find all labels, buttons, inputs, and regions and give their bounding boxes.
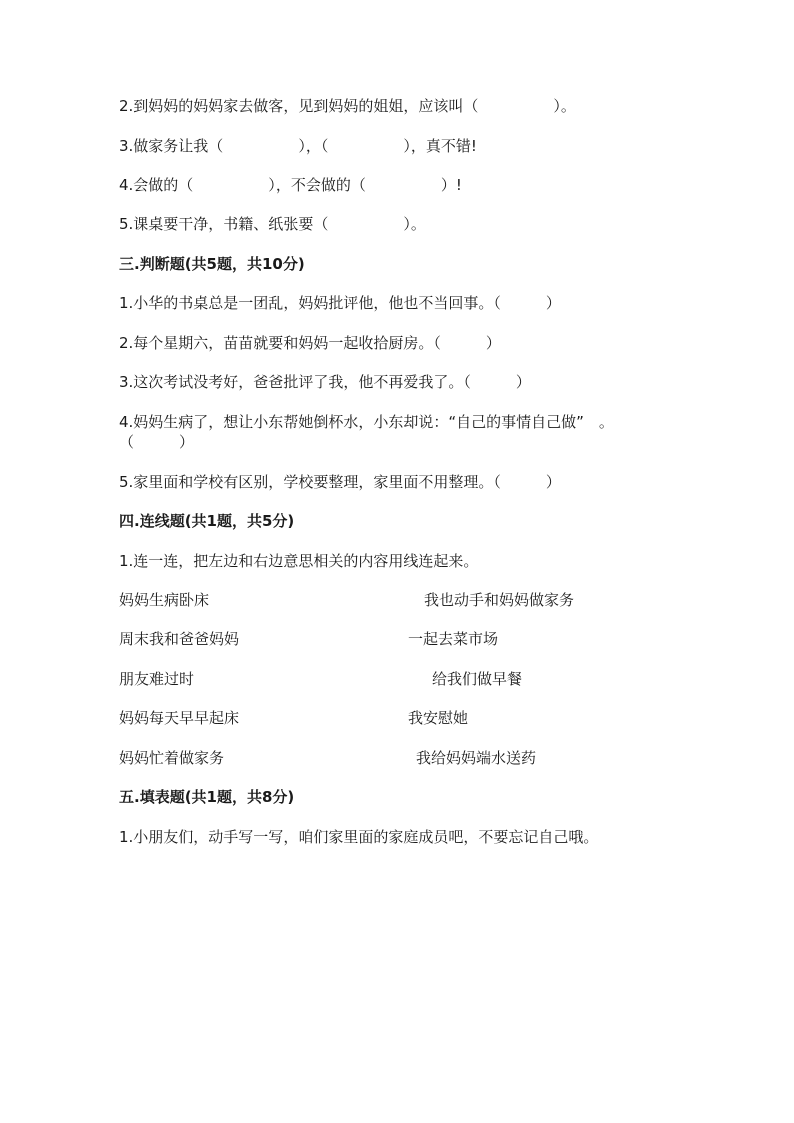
match-left-item-3: 朋友难过时	[119, 670, 195, 688]
judge-item-4-answer: （ ）	[119, 433, 195, 451]
fill-blank-item-2: 2.到妈妈的妈妈家去做客，见到妈妈的姐姐，应该叫（ ）。	[119, 97, 576, 115]
fill-blank-item-3: 3.做家务让我（ ），（ ），真不错!	[119, 137, 477, 155]
match-left-item-4: 妈妈每天早早起床	[119, 709, 240, 727]
judge-item-2: 2.每个星期六，苗苗就要和妈妈一起收拾厨房。（ ）	[119, 334, 501, 352]
section-5-heading: 五.填表题(共1题，共8分)	[119, 788, 295, 806]
match-right-item-4: 我安慰她	[408, 709, 469, 727]
match-left-item-1: 妈妈生病卧床	[119, 591, 210, 609]
match-left-item-2: 周末我和爸爸妈妈	[119, 630, 240, 648]
table-question: 1.小朋友们，动手写一写，咱们家里面的家庭成员吧，不要忘记自己哦。	[119, 828, 599, 846]
fill-blank-item-4: 4.会做的（ ），不会做的（ ）!	[119, 176, 462, 194]
judge-item-4: 4.妈妈生病了，想让小东帮她倒杯水，小东却说：“自己的事情自己做” 。	[119, 413, 614, 431]
section-3-heading: 三.判断题(共5题，共10分)	[119, 255, 305, 273]
match-left-item-5: 妈妈忙着做家务	[119, 749, 225, 767]
judge-item-5: 5.家里面和学校有区别，学校要整理，家里面不用整理。（ ）	[119, 473, 561, 491]
judge-item-1: 1.小华的书桌总是一团乱，妈妈批评他，他也不当回事。（ ）	[119, 294, 561, 312]
match-right-item-1: 我也动手和妈妈做家务	[424, 591, 575, 609]
fill-blank-item-5: 5.课桌要干净，书籍、纸张要（ ）。	[119, 215, 426, 233]
match-right-item-3: 给我们做早餐	[432, 670, 523, 688]
matching-question: 1.连一连，把左边和右边意思相关的内容用线连起来。	[119, 552, 479, 570]
section-4-heading: 四.连线题(共1题，共5分)	[119, 512, 295, 530]
match-right-item-2: 一起去菜市场	[408, 630, 499, 648]
judge-item-3: 3.这次考试没考好，爸爸批评了我，他不再爱我了。（ ）	[119, 373, 531, 391]
match-right-item-5: 我给妈妈端水送药	[416, 749, 537, 767]
